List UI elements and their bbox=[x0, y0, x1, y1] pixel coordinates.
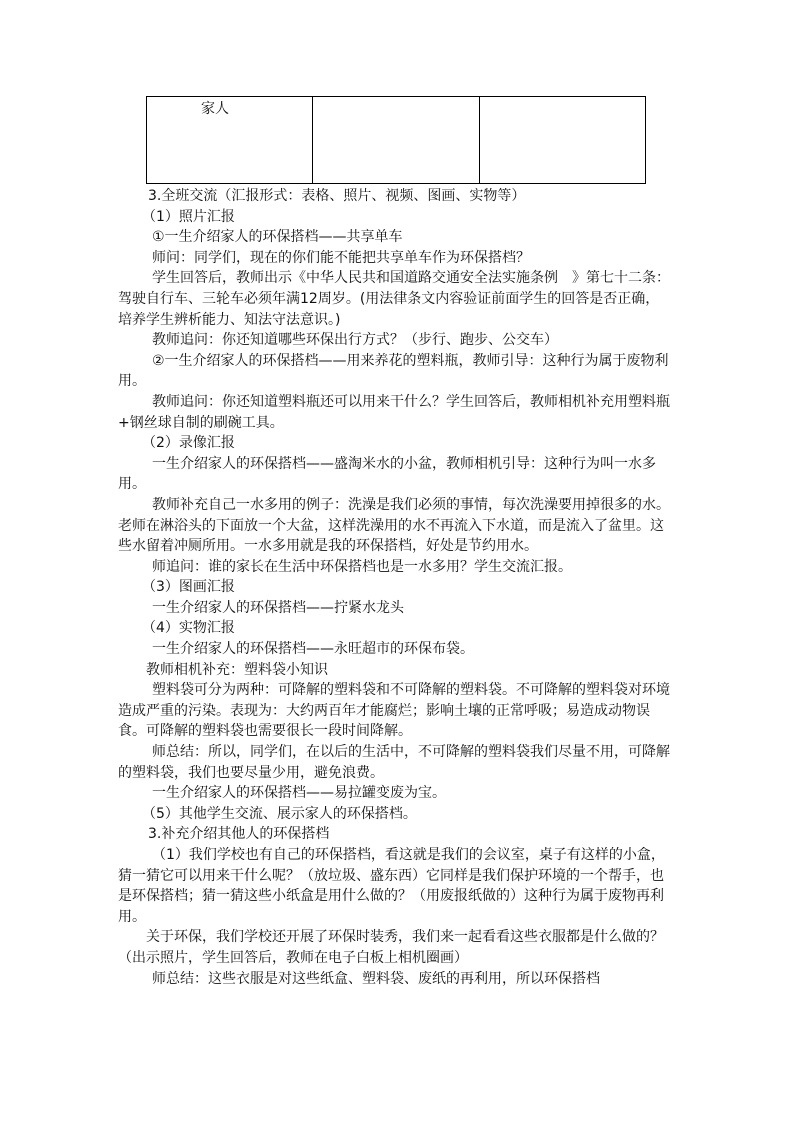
table-row bbox=[147, 97, 646, 184]
paragraph: 教师相机补充：塑料袋小知识 bbox=[146, 661, 328, 678]
summary-table bbox=[146, 96, 646, 184]
paragraph: 师追问：谁的家长在生活中环保搭档也是一水多用？学生交流汇报。 bbox=[152, 558, 572, 575]
paragraph: 教师追问：你还知道塑料瓶还可以用来干什么？学生回答后，教师相机补充用塑料瓶+钢丝球自制的刷碗工具。 bbox=[118, 393, 670, 431]
paragraph: 师总结：这些衣服是对这些纸盒、塑料袋、废纸的再利用，所以环保搭档 bbox=[152, 970, 600, 987]
paragraph: 关于环保，我们学校还开展了环保时装秀，我们来一起看看这些衣服都是什么做的？（出示照片，学生回答后，教师在电子白板上相机圈画） bbox=[118, 929, 664, 966]
table-cell bbox=[479, 97, 645, 184]
table-cell bbox=[147, 97, 313, 184]
paragraph: （1）照片汇报 bbox=[142, 208, 235, 225]
paragraph: ①一生介绍家人的环保搭档——共享单车 bbox=[152, 229, 403, 246]
paragraph: （1）我们学校也有自己的环保搭档，看这就是我们的会议室，桌子有这样的小盒，猜一猜它可以用来干什么呢？（放垃圾、盛东西）它同样是我们保护环境的一个帮手，也是环保搭档；猜一猜这些小纸盒是用什么做的？（用废报纸做的）这种行为属于废物再利用。 bbox=[118, 847, 665, 925]
paragraph: 教师追问：你还知道哪些环保出行方式？（步行、跑步、公交车） bbox=[152, 332, 558, 349]
paragraph: 学生回答后，教师出示《中华人民共和国道路交通安全法实施条例 》第七十二条：驾驶自行车、三轮车必须年满12周岁。(用法律条文内容验证前面学生的回答是否正确，培养学生辨析能力、知法守法意识。) bbox=[118, 270, 670, 328]
paragraph: 一生介绍家人的环保搭档——易拉罐变废为宝。 bbox=[152, 785, 446, 802]
paragraph: 师总结：所以，同学们，在以后的生活中，不可降解的塑料袋我们尽量不用，可降解的塑料袋，我们也要尽量少用，避免浪费。 bbox=[118, 744, 670, 781]
paragraph: 塑料袋可分为两种：可降解的塑料袋和不可降解的塑料袋。不可降解的塑料袋对环境造成严重的污染。表现为：大约两百年才能腐烂；影响土壤的正常呼吸；易造成动物误食。可降解的塑料袋也需要很长一段时间降解。 bbox=[118, 682, 670, 740]
paragraph: 一生介绍家人的环保搭档——永旺超市的环保布袋。 bbox=[152, 641, 474, 658]
paragraph: 教师补充自己一水多用的例子：洗澡是我们必须的事情，每次洗澡要用掉很多的水。老师在淋浴头的下面放一个大盆，这样洗澡用的水不再流入下水道，而是流入了盆里。这些水留着冲厕所用。一水多用就是我的环保搭档，好处是节约用水。 bbox=[118, 496, 670, 555]
table-cell bbox=[313, 97, 479, 184]
table-cell-label: 家人 bbox=[201, 101, 229, 117]
paragraph: 一生介绍家人的环保搭档——拧紧水龙头 bbox=[152, 599, 404, 616]
paragraph: （4）实物汇报 bbox=[142, 620, 235, 637]
paragraph: 师问：同学们，现在的你们能不能把共享单车作为环保搭档？ bbox=[152, 249, 530, 266]
document-body bbox=[118, 186, 670, 989]
paragraph: 一生介绍家人的环保搭档——盛淘米水的小盆，教师相机引导：这种行为叫一水多用。 bbox=[118, 455, 656, 493]
paragraph: （3）图画汇报 bbox=[142, 579, 235, 596]
paragraph: 3.全班交流（汇报形式：表格、照片、视频、图画、实物等） bbox=[148, 188, 526, 204]
paragraph: ②一生介绍家人的环保搭档——用来养花的塑料瓶，教师引导：这种行为属于废物利用。 bbox=[118, 352, 669, 390]
paragraph: （5）其他学生交流、展示家人的环保搭档。 bbox=[142, 805, 417, 822]
paragraph: （2）录像汇报 bbox=[142, 435, 235, 452]
paragraph: 3.补充介绍其他人的环保搭档 bbox=[148, 826, 330, 843]
